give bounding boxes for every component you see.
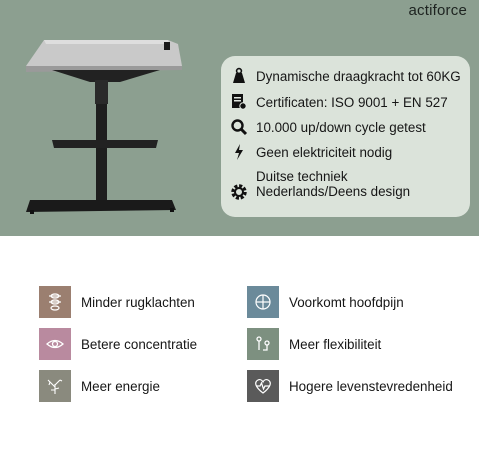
spine-icon — [39, 286, 71, 318]
weight-icon — [229, 66, 249, 86]
gear-icon — [229, 182, 249, 202]
spec-design-line-2: Nederlands/Deens design — [256, 184, 411, 199]
spec-design-line-1: Duitse techniek — [256, 169, 348, 184]
benefit-item-back: Minder rugklachten — [39, 286, 195, 318]
spec-item-weight: Dynamische draagkracht tot 60KG — [229, 66, 461, 86]
standing-desk-image — [0, 0, 220, 236]
heartbeat-icon — [247, 370, 279, 402]
magnifier-icon — [229, 117, 249, 137]
benefit-item-flexibility: Meer flexibiliteit — [247, 328, 381, 360]
spec-item-design — [229, 166, 410, 202]
benefits-section — [0, 236, 479, 465]
eye-icon — [39, 328, 71, 360]
brand-logo: actiforce — [408, 2, 467, 19]
spec-item-certificates: Certificaten: ISO 9001 + EN 527 — [229, 92, 448, 112]
benefit-item-energy: Meer energie — [39, 370, 160, 402]
certificate-icon — [229, 92, 249, 112]
spec-card — [221, 56, 470, 217]
brain-icon — [247, 286, 279, 318]
flexibility-icon — [247, 328, 279, 360]
lightning-icon — [229, 142, 249, 162]
spec-item-cycle-test: 10.000 up/down cycle getest — [229, 117, 426, 137]
spec-item-no-electricity: Geen elektriciteit nodig — [229, 142, 392, 162]
benefit-item-life-satisfaction: Hogere levenstevredenheid — [247, 370, 453, 402]
energy-icon — [39, 370, 71, 402]
benefit-item-headache: Voorkomt hoofdpijn — [247, 286, 404, 318]
benefit-item-concentration: Betere concentratie — [39, 328, 197, 360]
